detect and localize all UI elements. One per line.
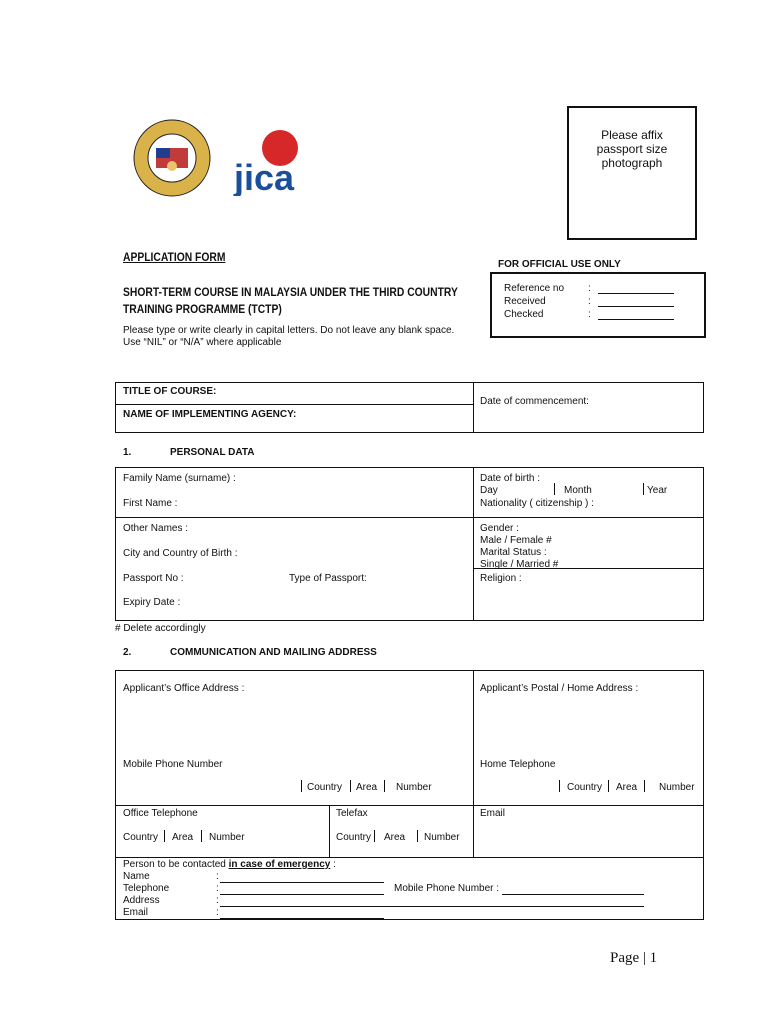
jica-logo	[228, 126, 328, 196]
svg-text:jica: jica	[234, 157, 295, 196]
emergency-intro-text: Person to be contacted	[123, 859, 229, 870]
checked-field[interactable]	[598, 309, 674, 320]
reference-colon: :	[588, 283, 591, 294]
emergency-name-label: Name	[123, 871, 150, 882]
telefax-country-label: Country	[336, 832, 372, 843]
office-tel-area-label: Area	[172, 832, 194, 843]
photo-line-3: photograph	[601, 156, 663, 170]
section-1-title: PERSONAL DATA	[170, 447, 255, 458]
home-tel-number-label: Number	[659, 782, 695, 793]
mobile-label: Mobile Phone Number	[123, 759, 223, 770]
received-label: Received	[504, 296, 546, 307]
address-table	[115, 670, 704, 920]
received-colon: :	[588, 296, 591, 307]
agency-label: NAME OF IMPLEMENTING AGENCY:	[123, 409, 297, 420]
nationality-label: Nationality ( citizenship ) :	[480, 498, 594, 509]
passport-no-label: Passport No :	[123, 573, 184, 584]
emergency-address-label: Address	[123, 895, 160, 906]
commencement-label: Date of commencement:	[480, 396, 589, 407]
photo-line-2: passport size	[596, 142, 668, 156]
passport-type-label: Type of Passport:	[289, 573, 367, 584]
course-table	[115, 382, 704, 433]
expiry-date-label: Expiry Date :	[123, 597, 181, 608]
office-tel-label: Office Telephone	[123, 808, 198, 819]
emergency-mobile-field[interactable]	[502, 894, 644, 895]
emergency-name-field[interactable]	[220, 882, 384, 883]
emergency-intro-end: :	[330, 859, 336, 870]
dob-month-label: Month	[564, 485, 592, 496]
office-address-label: Applicant’s Office Address :	[123, 683, 245, 694]
instruction-line-1: Please type or write clearly in capital letters. Do not leave any blank space.	[123, 325, 455, 336]
course-title	[123, 284, 458, 318]
course-title-label: TITLE OF COURSE:	[123, 386, 217, 397]
page-title: APPLICATION FORM	[123, 250, 226, 264]
emergency-intro-underlined: in case of emergency	[228, 859, 331, 870]
course-title-line-2: TRAINING PROGRAMME (TCTP)	[123, 302, 282, 316]
official-use-title: FOR OFFICIAL USE ONLY	[498, 259, 621, 270]
photo-box	[567, 106, 697, 240]
mobile-number-label: Number	[396, 782, 432, 793]
reference-label: Reference no	[504, 283, 565, 294]
instructions	[123, 325, 454, 349]
emergency-address-colon: :	[216, 895, 219, 906]
family-name-label: Family Name (surname) :	[123, 473, 236, 484]
checked-colon: :	[588, 309, 591, 320]
office-tel-country-label: Country	[123, 832, 159, 843]
dob-day-label: Day	[480, 485, 498, 496]
section-1-number: 1.	[123, 447, 132, 458]
home-tel-label: Home Telephone	[480, 759, 556, 770]
emergency-telephone-field[interactable]	[220, 894, 384, 895]
gender-options: Male / Female #	[480, 535, 552, 546]
official-use-box	[490, 272, 706, 338]
office-tel-number-label: Number	[209, 832, 245, 843]
emergency-address-field[interactable]	[220, 906, 644, 907]
reference-field[interactable]	[598, 283, 674, 294]
checked-label: Checked	[504, 309, 544, 320]
personal-data-table	[115, 467, 704, 621]
gender-label: Gender :	[480, 523, 519, 534]
home-tel-country-label: Country	[567, 782, 603, 793]
emergency-mobile-label: Mobile Phone Number :	[394, 883, 500, 894]
home-tel-area-label: Area	[616, 782, 638, 793]
delete-note: # Delete accordingly	[115, 623, 206, 634]
telefax-area-label: Area	[384, 832, 406, 843]
instruction-line-2: Use “NIL” or “N/A” where applicable	[123, 337, 282, 348]
dob-year-label: Year	[647, 485, 668, 496]
emergency-email-field[interactable]	[220, 918, 384, 919]
first-name-label: First Name :	[123, 498, 178, 509]
other-names-label: Other Names :	[123, 523, 189, 534]
city-country-birth-label: City and Country of Birth :	[123, 548, 238, 559]
marital-label: Marital Status :	[480, 547, 547, 558]
mtcp-logo	[132, 118, 212, 198]
section-2-number: 2.	[123, 647, 132, 658]
mobile-area-label: Area	[356, 782, 378, 793]
telefax-number-label: Number	[424, 832, 460, 843]
emergency-intro	[123, 859, 336, 870]
home-address-label: Applicant’s Postal / Home Address :	[480, 683, 639, 694]
emergency-telephone-colon: :	[216, 883, 219, 894]
emergency-email-label: Email	[123, 907, 149, 918]
mobile-country-label: Country	[307, 782, 343, 793]
telefax-label: Telefax	[336, 808, 368, 819]
marital-options: Single / Married #	[480, 559, 559, 570]
religion-label: Religion :	[480, 573, 522, 584]
emergency-telephone-label: Telephone	[123, 883, 170, 894]
dob-label: Date of birth :	[480, 473, 541, 484]
course-title-line-1: SHORT-TERM COURSE IN MALAYSIA UNDER THE THIRD COUNTRY	[123, 285, 458, 299]
emergency-email-colon: :	[216, 907, 219, 918]
page-number: Page | 1	[610, 950, 658, 966]
email-label: Email	[480, 808, 506, 819]
section-2-title: COMMUNICATION AND MAILING ADDRESS	[170, 647, 377, 658]
emergency-name-colon: :	[216, 871, 219, 882]
received-field[interactable]	[598, 296, 674, 307]
photo-line-1: Please affix	[601, 128, 663, 142]
